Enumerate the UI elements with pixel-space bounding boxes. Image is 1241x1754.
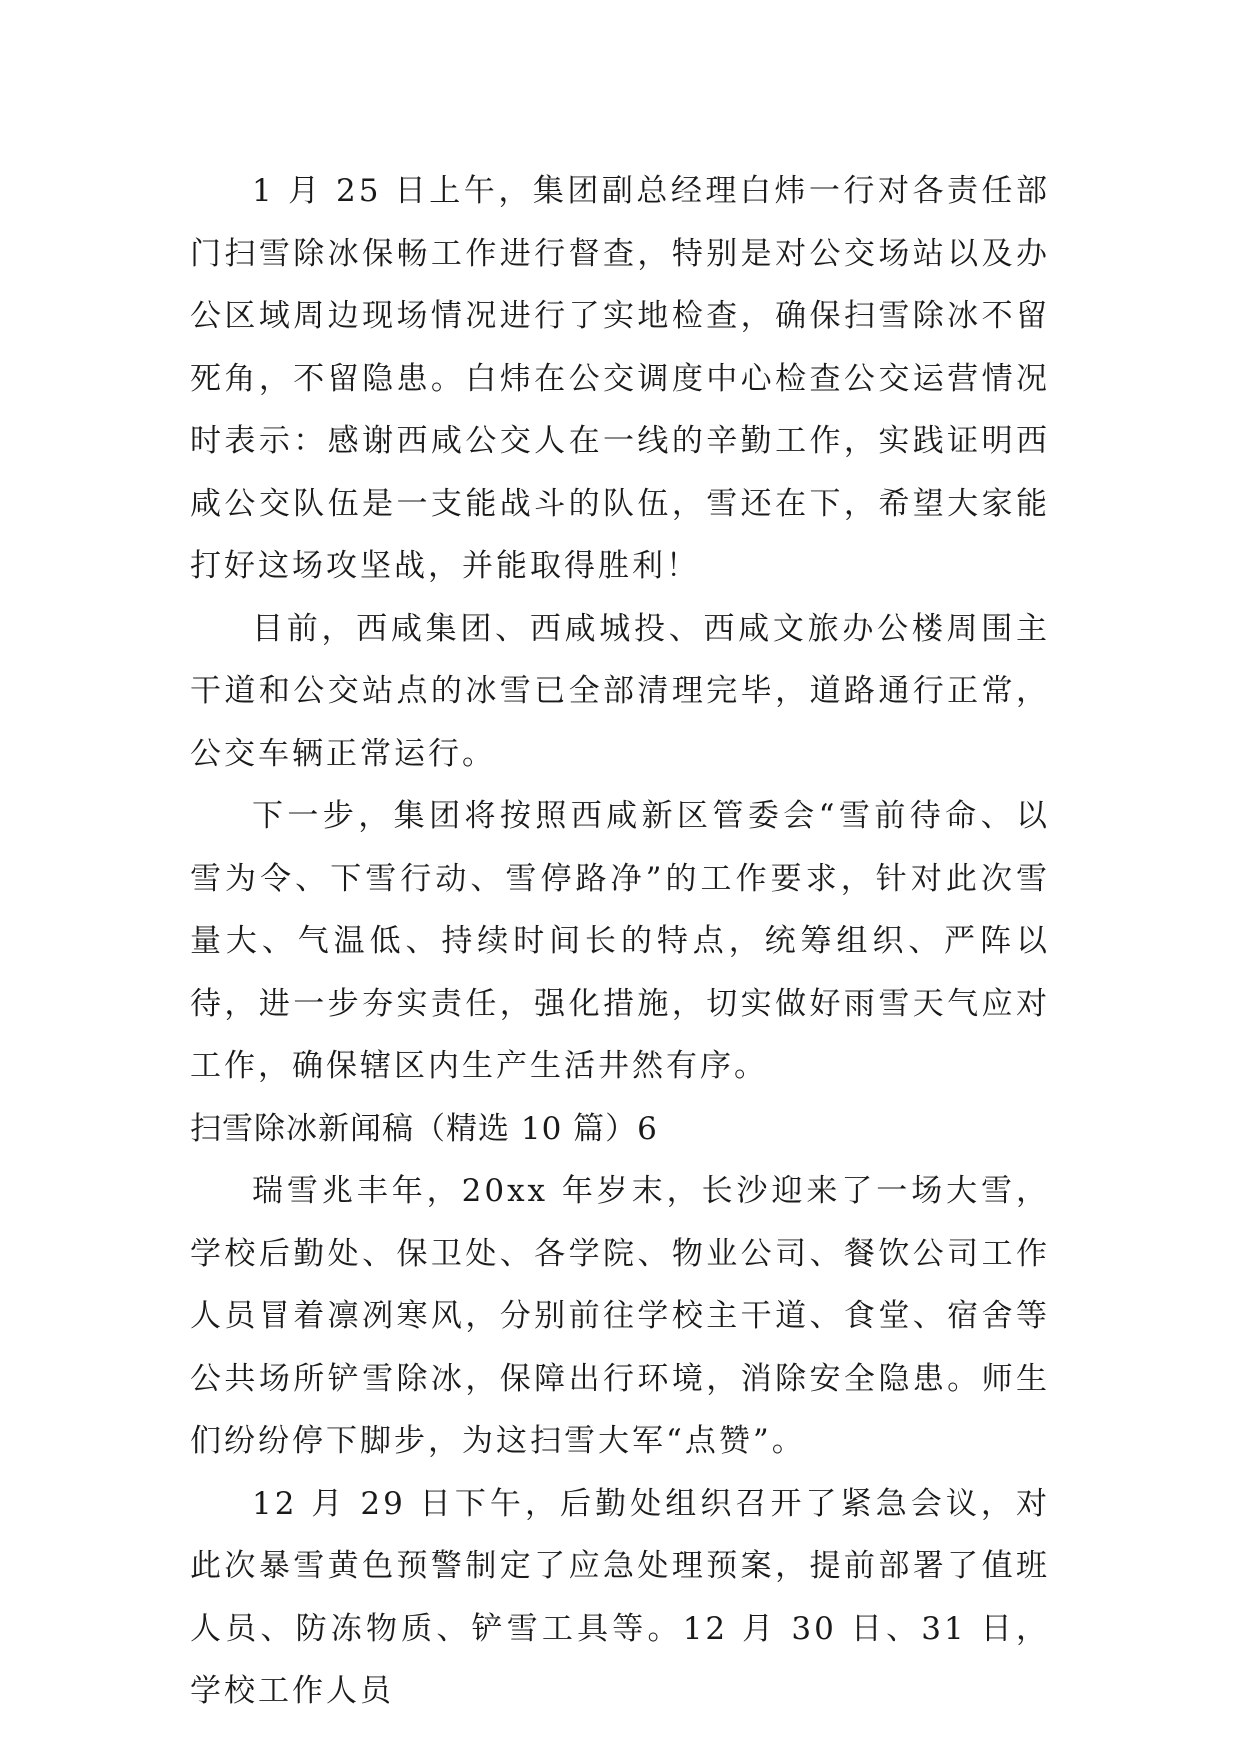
document-body xyxy=(190,160,1050,1723)
paragraph-next-steps: 下一步，集团将按照西咸新区管委会“雪前待命、以雪为令、下雪行动、雪停路净”的工作要求，针对此次雪量大、气温低、持续时间长的特点，统筹组织、严阵以待，进一步夯实责任，强化措施，切实做好雨雪天气应对工作，确保辖区内生产生活井然有序。 xyxy=(190,798,1050,1084)
paragraph-inspection: 1 月 25 日上午，集团副总经理白炜一行对各责任部门扫雪除冰保畅工作进行督查，特别是对公交场站以及办公区域周边现场情况进行了实地检查，确保扫雪除冰不留死角，不留隐患。白炜在公交调度中心检查公交运营情况时表示：感谢西咸公交人在一线的辛勤工作，实践证明西咸公交队伍是一支能战斗的队伍，雪还在下，希望大家能打好这场攻坚战，并能取得胜利！ xyxy=(190,173,1050,584)
paragraph-changsha-snow: 瑞雪兆丰年，20xx 年岁末，长沙迎来了一场大雪，学校后勤处、保卫处、各学院、物业公司、餐饮公司工作人员冒着凛冽寒风，分别前往学校主干道、食堂、宿舍等公共场所铲雪除冰，保障出行环境，消除安全隐患。师生们纷纷停下脚步，为这扫雪大军“点赞”。 xyxy=(190,1173,1050,1459)
paragraph-cleared-roads: 目前，西咸集团、西咸城投、西咸文旅办公楼周围主干道和公交站点的冰雪已全部清理完毕，道路通行正常，公交车辆正常运行。 xyxy=(190,610,1050,772)
paragraph-emergency-meeting: 12 月 29 日下午，后勤处组织召开了紧急会议，对此次暴雪黄色预警制定了应急处理预案，提前部署了值班人员、防冻物质、铲雪工具等。12 月 30 日、31 日，学校工作人员 xyxy=(190,1485,1050,1709)
section-title: 扫雪除冰新闻稿（精选 10 篇）6 xyxy=(190,1110,658,1147)
